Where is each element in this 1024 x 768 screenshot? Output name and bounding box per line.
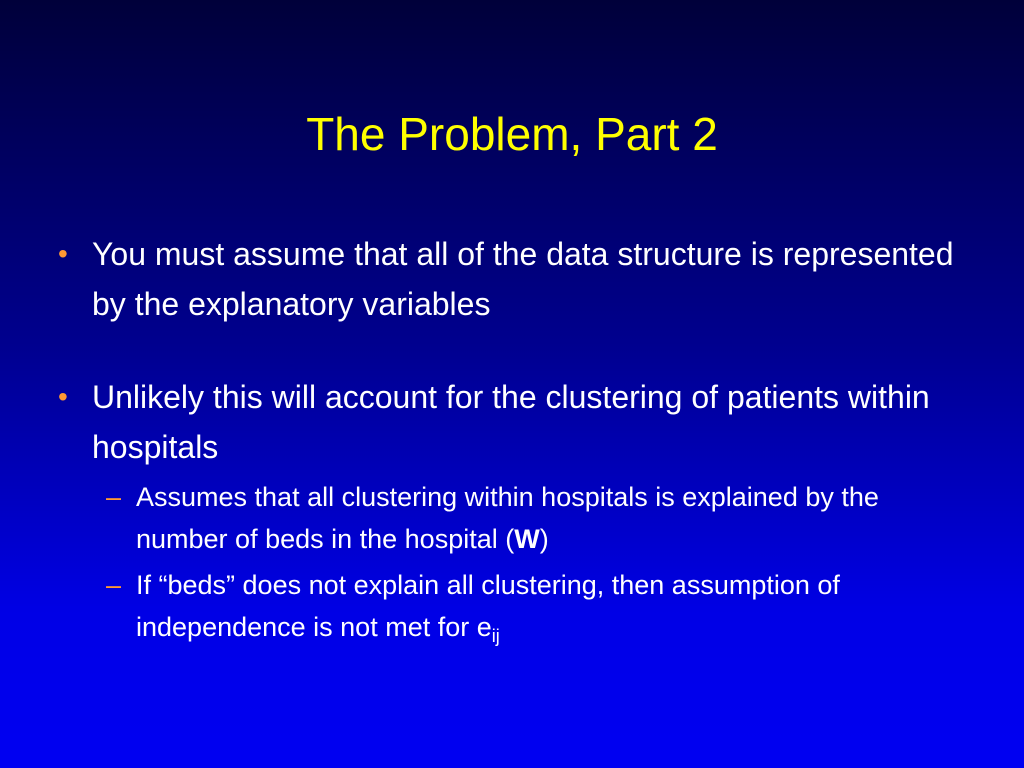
- sub-bullet-item: [106, 476, 966, 560]
- sub-bullet-marker: –: [106, 482, 122, 512]
- sub-bullet-text-part: If “beds” does not explain all clustering, then assumption of independence is not met for e: [136, 570, 840, 642]
- subscript-ij: ij: [491, 626, 500, 646]
- bullet-item: [58, 372, 958, 472]
- sub-bullet-text-part: Assumes that all clustering within hospitals is explained by the number of beds in the hospital (: [136, 482, 879, 554]
- bullet-marker: •: [58, 238, 68, 269]
- bullet-marker: •: [58, 381, 68, 412]
- sub-bullet-text-part: ): [539, 524, 549, 554]
- slide-title: The Problem, Part 2: [306, 108, 718, 160]
- sub-bullet-item: [106, 564, 966, 648]
- sub-bullet-text: [136, 476, 966, 560]
- bullet-item: [58, 229, 958, 329]
- bullet-text: You must assume that all of the data structure is represented by the explanatory variables: [92, 236, 954, 322]
- sub-bullet-text: [136, 564, 966, 648]
- sub-bullet-marker: –: [106, 570, 122, 600]
- variable-w: W: [514, 524, 540, 554]
- bullet-text: Unlikely this will account for the clustering of patients within hospitals: [92, 379, 930, 465]
